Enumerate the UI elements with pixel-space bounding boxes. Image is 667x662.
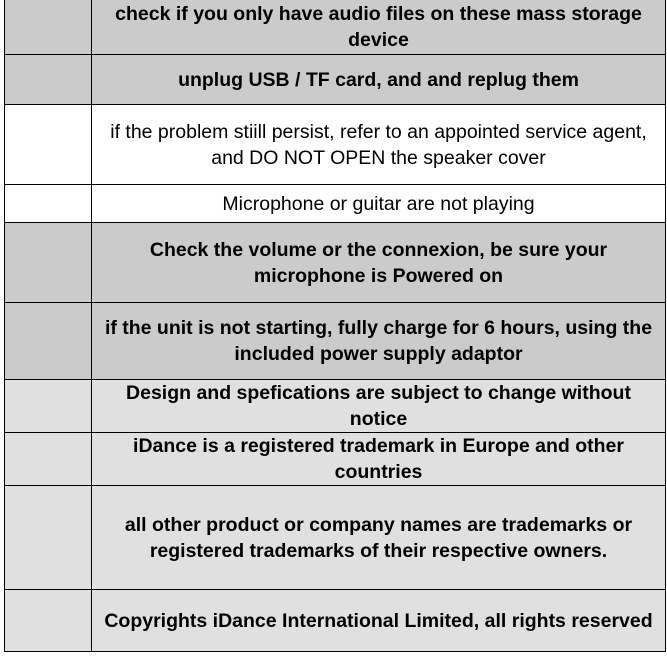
table-row (5, 303, 666, 380)
row-text: check if you only have audio files on these mass storage device (115, 2, 642, 51)
row-label-cell (5, 486, 92, 590)
table-row (5, 380, 666, 433)
table-row (5, 105, 666, 185)
troubleshooting-table (4, 0, 666, 652)
row-label-cell (5, 55, 92, 105)
row-text: if the unit is not starting, fully charge for 6 hours, using the included power supply adaptor (104, 317, 653, 365)
row-label-cell (5, 590, 92, 652)
table-row (5, 185, 666, 223)
row-text-cell (92, 55, 666, 105)
row-text-cell (92, 303, 666, 380)
row-label-cell (5, 105, 92, 185)
table-row (5, 486, 666, 590)
row-text-cell (92, 0, 666, 55)
row-text: Check the volume or the connexion, be sure your microphone is Powered on (149, 238, 608, 287)
row-text: iDance is a registered trademark in Europe and other countries (133, 435, 624, 483)
table-row (5, 433, 666, 486)
table-row (5, 223, 666, 303)
row-text-cell (92, 105, 666, 185)
table-row (5, 55, 666, 105)
row-text-cell (92, 433, 666, 486)
row-text-cell (92, 590, 666, 652)
row-text-cell (92, 380, 666, 433)
row-label-cell (5, 303, 92, 380)
row-text: Copyrights iDance International Limited, all rights reserved (104, 609, 653, 632)
table-row (5, 0, 666, 55)
table-row (5, 590, 666, 652)
row-text: unplug USB / TF card, and and replug them (178, 68, 579, 91)
row-text: Microphone or guitar are not playing (222, 192, 535, 215)
row-text-cell (92, 185, 666, 223)
row-text-cell (92, 223, 666, 303)
row-text: all other product or company names are trademarks or registered trademarks of their respective owners. (124, 513, 633, 562)
row-label-cell (5, 433, 92, 486)
row-label-cell (5, 185, 92, 223)
row-text: Design and spefications are subject to change without notice (126, 382, 631, 430)
row-text-cell (92, 486, 666, 590)
row-label-cell (5, 223, 92, 303)
row-text: if the problem stiill persist, refer to an appointed service agent, and DO NOT OPEN the speaker cover (110, 120, 647, 169)
row-label-cell (5, 380, 92, 433)
row-label-cell (5, 0, 92, 55)
